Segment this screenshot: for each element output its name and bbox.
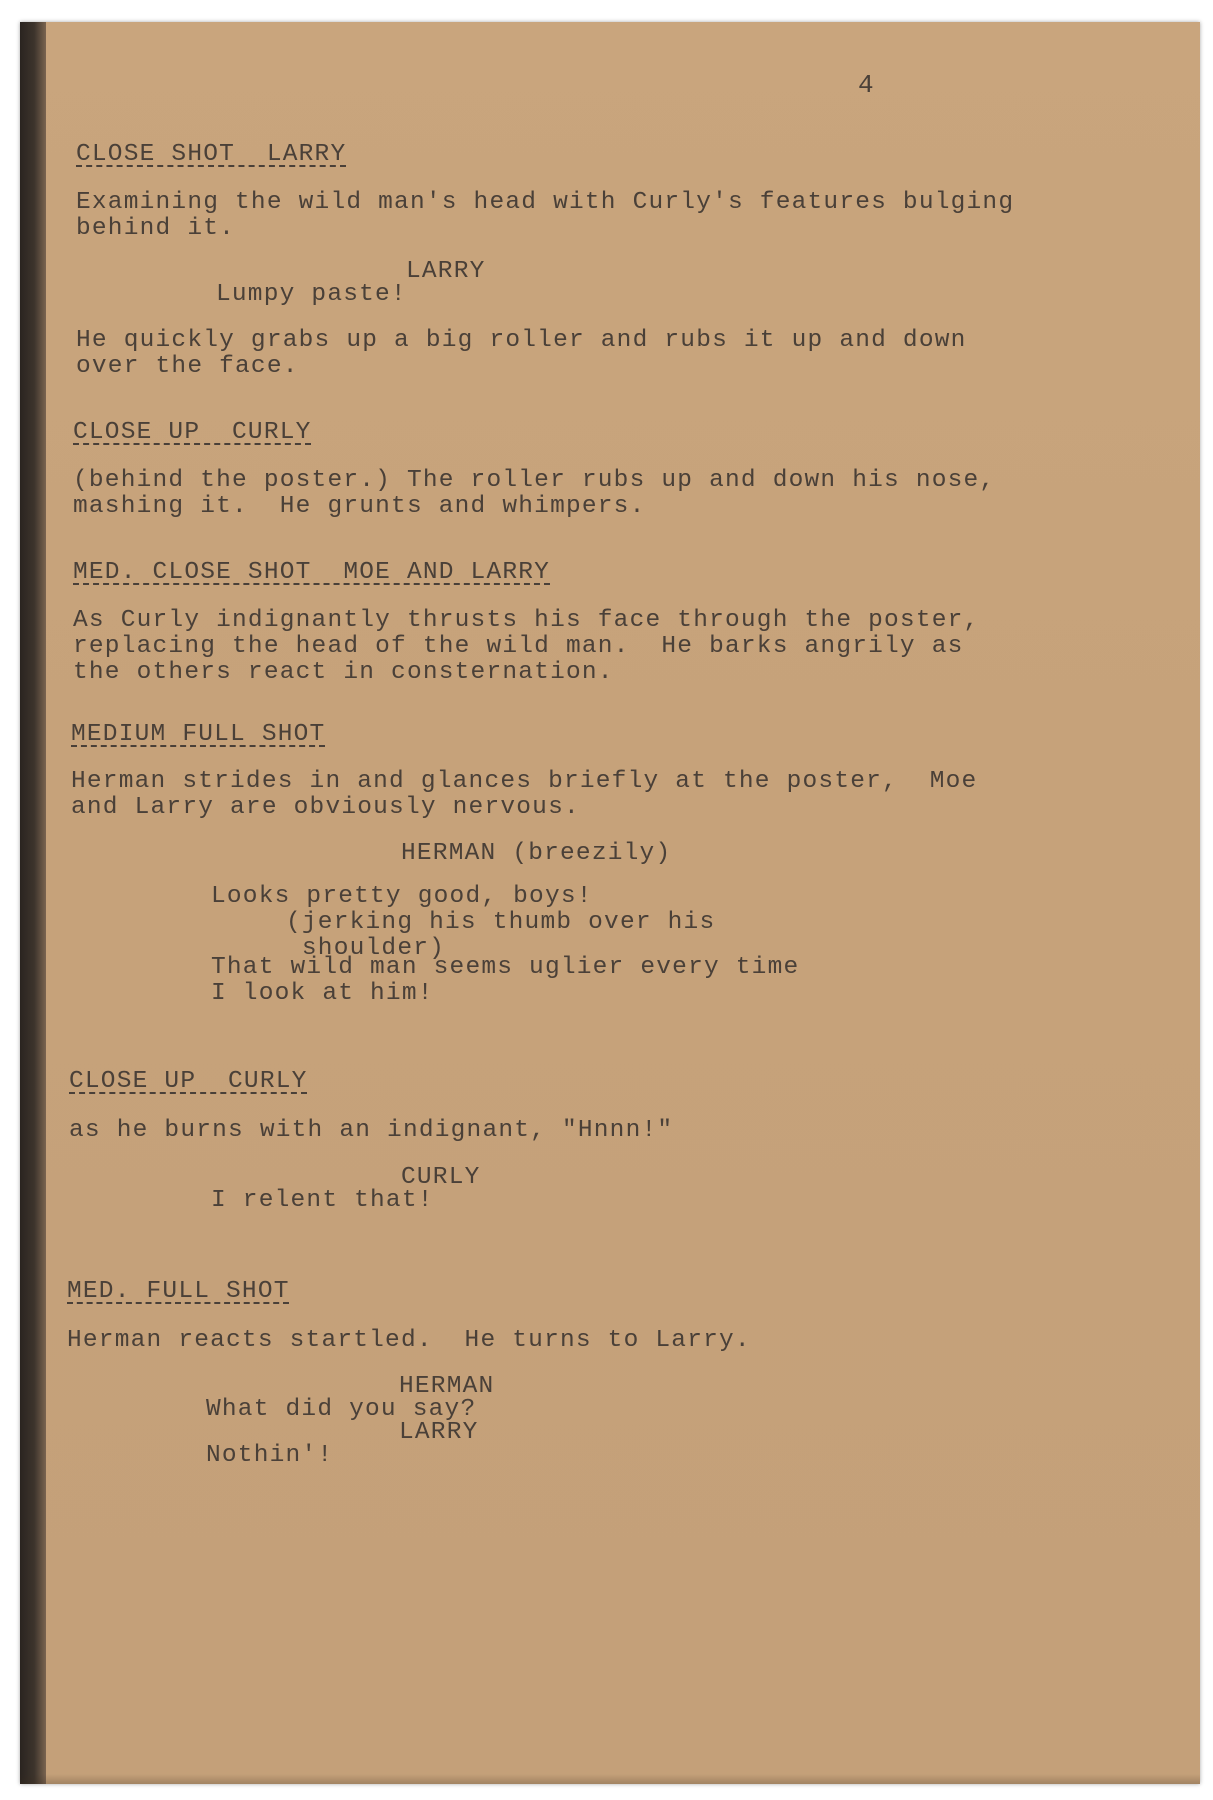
character-cue: HERMAN [399,1373,495,1400]
scene-heading: CLOSE UP CURLY [73,419,312,446]
action-text: Examining the wild man's head with Curly's features bulging behind it. [76,189,1015,242]
dialogue-text: What did you say? [206,1396,477,1423]
page-number: 4 [858,70,875,100]
parenthetical-text: (jerking his thumb over his shoulder) [286,909,716,962]
dialogue-text: That wild man seems uglier every time I look at him! [211,954,800,1007]
scene-heading: CLOSE SHOT LARRY [76,141,347,168]
dialogue-text: Lumpy paste! [216,281,407,308]
script-page [20,22,1200,1784]
action-text: As Curly indignantly thrusts his face through the poster, replacing the head of the wild man. He barks angrily as the others react in consternation. [73,607,980,686]
action-text: Herman strides in and glances briefly at the poster, Moe and Larry are obviously nervous. [71,768,978,821]
character-cue: LARRY [406,258,486,285]
character-cue: HERMAN (breezily) [401,840,672,867]
page-edge-shadow [20,1774,1200,1784]
page-binding [20,22,46,1784]
action-text: Herman reacts startled. He turns to Larry. [67,1327,751,1354]
action-text: He quickly grabs up a big roller and rubs it up and down over the face. [76,327,967,380]
dialogue-text: Nothin'! [206,1442,334,1469]
action-text: as he burns with an indignant, "Hnnn!" [69,1117,674,1144]
scene-heading: MEDIUM FULL SHOT [71,721,326,748]
action-text: (behind the poster.) The roller rubs up and down his nose, mashing it. He grunts and whimpers. [73,467,996,520]
scene-heading: CLOSE UP CURLY [69,1068,308,1095]
character-cue: LARRY [399,1419,479,1446]
scene-heading: MED. CLOSE SHOT MOE AND LARRY [73,559,551,586]
dialogue-text: Looks pretty good, boys! [211,883,593,910]
character-cue: CURLY [401,1164,481,1191]
scene-heading: MED. FULL SHOT [67,1278,290,1305]
dialogue-text: I relent that! [211,1187,434,1214]
